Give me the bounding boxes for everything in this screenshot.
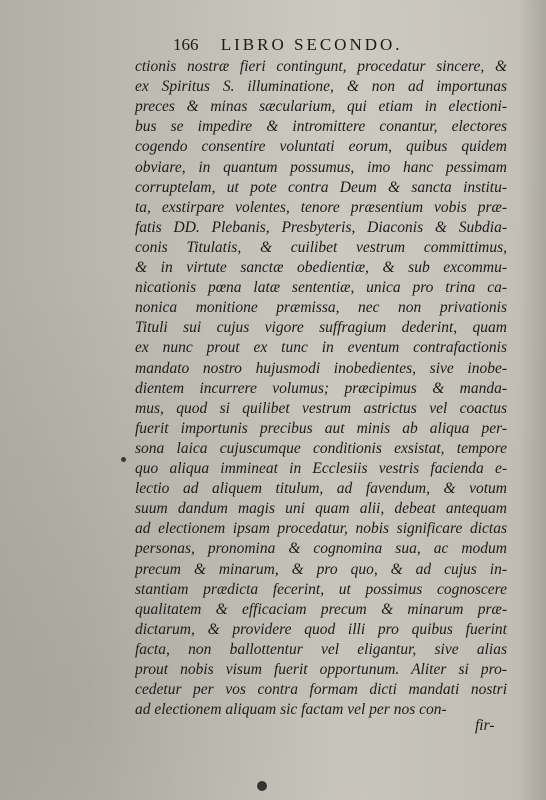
page-number: 166: [173, 35, 199, 54]
text-line: quo aliqua immineat in Ecclesiis vestris facienda e-: [135, 460, 507, 477]
text-line: stantiam prædicta fecerint, ut possimus cognoscere: [135, 580, 507, 598]
text-line: nicationis pœna latæ sententiæ, unica pro trina ca-: [135, 279, 507, 297]
text-line: mus, quod si quilibet vestrum astrictus vel coactus: [135, 399, 507, 417]
text-line: ad electionem aliquam sic factam vel per nos con-: [135, 701, 447, 719]
catchword: fir-: [475, 717, 495, 734]
margin-ink-mark: [121, 457, 126, 462]
text-line: dictarum, & providere quod illi pro quibus fuerint: [135, 620, 507, 638]
text-line: dientem incurrere volumus; præcipimus & manda-: [135, 379, 507, 397]
text-line: obviare, in quantum possumus, imo hanc pessimam: [135, 158, 507, 176]
text-line: fatis DD. Plebanis, Presbyteris, Diaconis & Subdia-: [135, 218, 507, 236]
text-line: ta, exstirpare volentes, tenore præsentium vobis præ-: [135, 198, 507, 216]
text-line: mandato nostro hujusmodi inobedientes, sive inobe-: [135, 359, 507, 377]
running-header: [173, 35, 403, 55]
text-line: & in virtute sanctæ obedientiæ, & sub excommu-: [135, 259, 507, 276]
bottom-ink-mark: [257, 781, 267, 791]
text-line: Tituli sui cujus vigore suffragium dederint, quam: [135, 319, 507, 337]
text-line: ex nunc prout ex tunc in eventum contrafactionis: [135, 339, 507, 357]
text-line: ex Spiritus S. illuminatione, & non ad importunas: [135, 78, 507, 96]
page-edge-shadow: [518, 0, 546, 800]
running-title: LIBRO SECONDO.: [220, 35, 403, 54]
text-line: preces & minas sæcularium, qui etiam in electioni-: [135, 98, 507, 116]
text-line: facta, non ballottentur vel eligantur, sive alias: [135, 640, 507, 658]
text-line: corruptelam, ut pote contra Deum & sancta institu-: [135, 178, 507, 196]
text-line: suum dandum magis uni quam alii, debeat antequam: [135, 500, 507, 518]
text-line: nonica monitione præmissa, nec non privationis: [135, 299, 507, 317]
text-line: ad electionem ipsam procedatur, nobis significare dictas: [135, 520, 507, 538]
text-line: cedetur per vos contra formam dicti mandati nostri: [135, 681, 507, 699]
text-line: cogendo consentire voluntati eorum, quibus quidem: [135, 138, 507, 156]
text-line: ctionis nostræ fieri contingunt, procedatur sincere, &: [135, 58, 507, 75]
text-line: prout nobis visum fuerit opportunum. Aliter si pro-: [135, 661, 507, 678]
text-line: fuerit importunis precibus aut minis ab aliqua per-: [135, 419, 507, 437]
text-line: personas, pronomina & cognomina sua, ac modum: [135, 540, 507, 558]
text-line: qualitatem & efficaciam precum & minarum præ-: [135, 600, 507, 618]
text-line: sona laica cujuscumque conditionis exsistat, tempore: [135, 439, 507, 457]
text-line: precum & minarum, & pro quo, & ad cujus in-: [135, 560, 507, 578]
text-line: conis Titulatis, & cuilibet vestrum committimus,: [135, 238, 507, 256]
text-line: lectio ad aliquem titulum, ad favendum, & votum: [135, 480, 507, 498]
text-line: bus se impedire & intromittere conantur, electores: [135, 118, 507, 136]
